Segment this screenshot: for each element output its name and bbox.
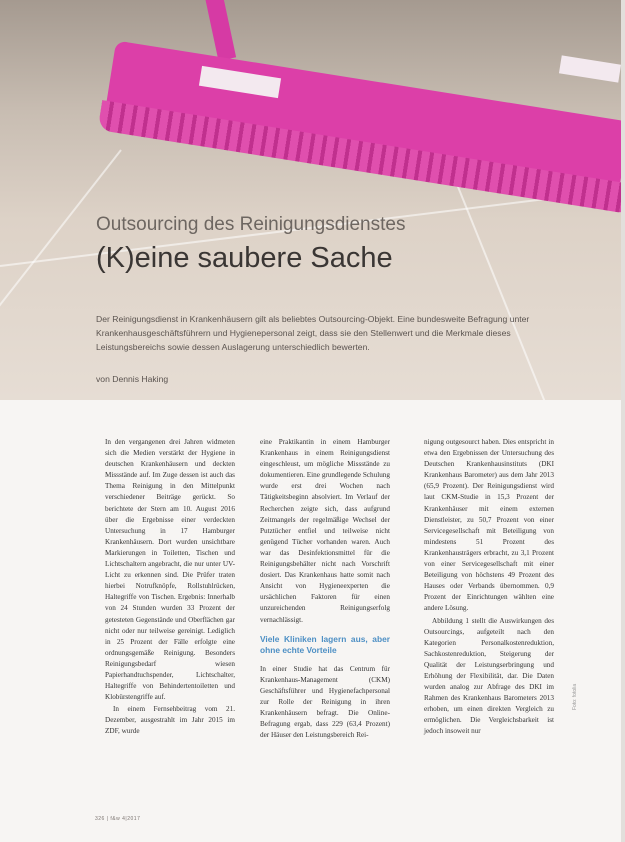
paragraph: nigung outgesourct haben. Dies entspricht in etwa den Ergebnissen der Untersuchung des Deutschen Krankenhausinstituts (DKI Krankenhaus Barometer) aus dem Jahr 2013 (65,9 Prozent). Der Reinigungsdienst wird laut CKM-Studie in 15,3 Prozent der Krankenhäuser mit einem externen Dienstleister, zu 50,7 Prozent von einer Servicegesellschaft mit Beteiligung von mindestens 51 Prozent des Krankenhausträgers erbracht, zu 3,1 Prozent von einer Servicegesellschaft mit einer Beteiligung von höchstens 49 Prozent des Hauses oder Verbands übernommen. 0,9 Prozent der Einrichtungen wählten eine andere Lösung. <box>424 438 554 613</box>
hero-photo <box>0 0 625 400</box>
paragraph: eine Praktikantin in einem Hamburger Krankenhaus in einem Reinigungsdienst eingeschleust, um mögliche Missstände zu dokumentieren. Eine grundlegende Schulung wurde erst drei Wochen nach Tätigkeitsbeginn absolviert. Im Verlauf der Recherchen zeigte sich, dass aufgrund Zeitmangels der regelmäßige Wechsel der Putztücher entfiel und teilweise nicht genügend Tücher vorhanden waren. Auch war das Desinfektionsmittel für die Reinigungsbehälter nicht nach Vorschrift dosiert. Das Krankenhaus hatte somit nach Ansicht von Hygieneexperten die ursächlichen Faktoren für einen unzureichenden Reinigungserfolg vernachlässigt. <box>260 438 390 624</box>
photo-credit: Foto: fotolia <box>572 683 578 710</box>
page-edge <box>621 0 625 842</box>
section-subhead: Viele Kliniken lagern aus, aber ohne echte Vorteile <box>260 633 390 655</box>
text-column-2 <box>260 437 390 742</box>
paragraph: In den vergangenen drei Jahren widmeten sich die Medien verstärkt der Hygiene in deutschen Krankenhäusern und deckten Missstände auf. Im Zuge dessen ist auch das Thema Reinigung in den Mittelpunkt verschiedener Beiträge gerückt. So berichtete der Stern am 10. August 2016 über die Ergebnisse einer verdeckten Untersuchung in 17 Hamburger Krankenhäusern. Dort wurden unsichtbare Markierungen in Toiletten, Tischen und Lichtschaltern angebracht, die nur unter UV-Licht zu erkennen sind. Die Prüfer traten hierbei Notrufknöpfe, Rollstuhlrücken, Haltegriffe von Tischen. Ergebnis: Innerhalb von 24 Stunden wurden 33 Prozent der getesteten Gegenstände und Oberflächen gar nicht oder nur teilweise gereinigt. Lediglich in 25 Prozent der Fälle erfolgte eine ordnungsgemäße Reinigung. Besonders Reinigungsbedarf wiesen Papierhandtuchspender, Lichtschalter, Haltegriffe von Behindertentoiletten und Klobürstengriffe auf. <box>105 438 235 702</box>
article-kicker: Outsourcing des Reinigungsdienstes <box>96 214 406 235</box>
paragraph: In einem Fernsehbeitrag vom 21. Dezember, ausgestrahlt im Jahr 2015 im ZDF, wurde <box>105 705 235 736</box>
text-column-3 <box>424 437 554 739</box>
article-headline: (K)eine saubere Sache <box>96 242 393 274</box>
article-lead: Der Reinigungsdienst in Krankenhäusern gilt als beliebtes Outsourcing-Objekt. Eine bundesweite Befragung unter Krankenhausgeschäftsführern und Hygienepersonal zeigt, dass sie den Stellenwert und die Merkmale dieses Leistungsbereichs sowie dessen Auslagerung unterschiedlich bewerten. <box>96 314 530 352</box>
page-footer: 326 | f&w 4|2017 <box>95 816 141 822</box>
text-column-1 <box>105 437 235 739</box>
article-byline: von Dennis Haking <box>96 374 169 384</box>
paragraph: Abbildung 1 stellt die Auswirkungen des Outsourcings, aufgeteilt nach den Kategorien Personalkostenreduktion, Sachkostenreduktion, Steigerung der Qualität der Leistungserbringung und Erhöhung der Flexibilität, dar. Die Daten wurden analog zur Abfrage des DKI im Rahmen des Krankenhaus Barometers 2013 erhoben, um einen direkten Vergleich zu ermöglichen. Die Vergleichsbarkeit ist jedoch insoweit nur <box>424 616 554 736</box>
mop-strip <box>559 55 621 82</box>
mop-handle <box>202 0 236 61</box>
paragraph: In einer Studie hat das Centrum für Krankenhaus-Management (CKM) Geschäftsführer und Hygienefachpersonal zur Rolle der Reinigung in ihren Krankenhäusern befragt. Die Online-Befragung ergab, dass 229 (63,4 Prozent) der Häuser den Leistungsbereich Rei- <box>260 664 390 740</box>
